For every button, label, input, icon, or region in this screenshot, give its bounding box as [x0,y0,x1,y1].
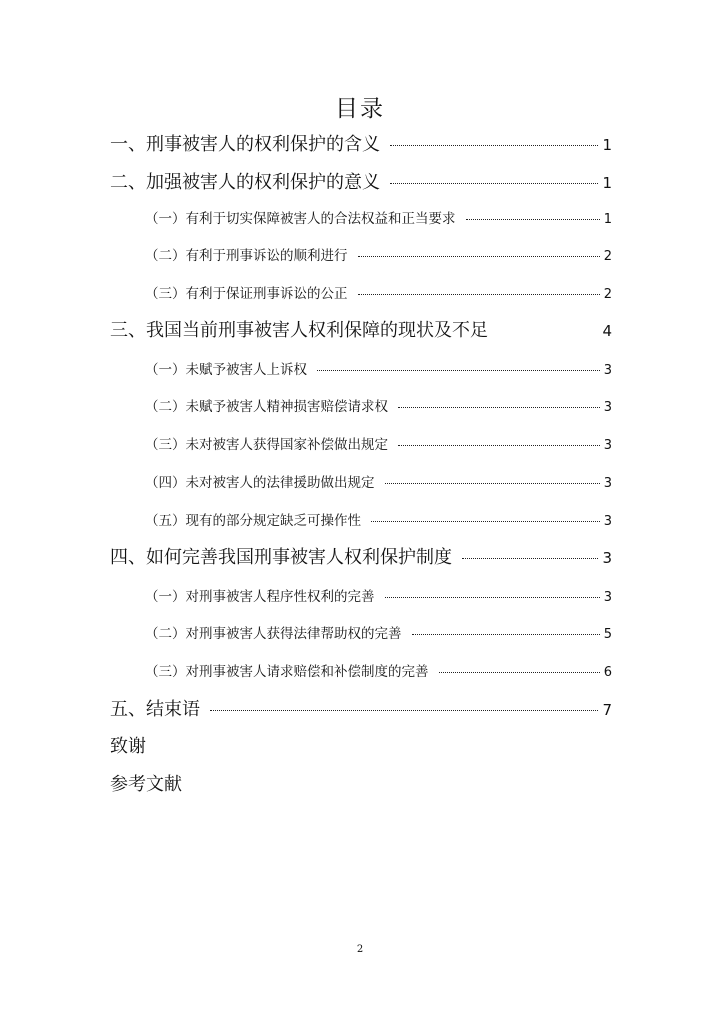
toc-entry-label: （一）有利于切实保障被害人的合法权益和正当要求 [145,211,456,227]
toc-entry[interactable] [110,132,612,158]
toc-entry-label: （三）未对被害人获得国家补偿做出规定 [145,437,388,453]
toc-entry-page-number: 3 [603,476,612,491]
toc-entry-label: （五）现有的部分规定缺乏可操作性 [145,513,361,529]
toc-subentry[interactable] [145,396,612,418]
toc-entry-label: 一、刑事被害人的权利保护的含义 [110,134,380,155]
toc-entry-page-number: 1 [603,212,612,227]
toc-entry-label: （二）未赋予被害人精神损害赔偿请求权 [145,399,388,415]
toc-dot-leader [398,407,600,408]
toc-entry-label: 二、加强被害人的权利保护的意义 [110,172,380,193]
toc-entry-label: 三、我国当前刑事被害人权利保障的现状及不足 [110,320,488,341]
toc-dot-leader [466,219,600,220]
toc-dot-leader [385,597,600,598]
toc-entry-label: （四）未对被害人的法律援助做出规定 [145,475,375,491]
toc-references[interactable]: 参考文献 [110,774,182,795]
toc-subentry[interactable] [145,661,612,683]
toc-entry-page-number: 6 [603,665,612,680]
toc-entry[interactable] [110,318,612,344]
toc-entry-page-number: 1 [602,136,612,154]
toc-entry-page-number: 3 [603,514,612,529]
toc-subentry[interactable] [145,434,612,456]
toc-dot-leader [439,672,600,673]
toc-subentry[interactable] [145,359,612,381]
toc-dot-leader [371,521,600,522]
toc-subentry[interactable] [145,510,612,532]
toc-subentry[interactable] [145,472,612,494]
toc-entry[interactable] [110,697,612,723]
toc-entry-label: 五、结束语 [110,699,200,720]
toc-entry-page-number: 1 [602,174,612,192]
toc-dot-leader [210,710,598,711]
toc-dot-leader [462,558,598,559]
toc-dot-leader [358,294,600,295]
toc-dot-leader [317,370,600,371]
toc-entry-label: 四、如何完善我国刑事被害人权利保护制度 [110,547,452,568]
toc-dot-leader [385,483,600,484]
toc-entry-page-number: 4 [602,322,612,340]
toc-entry-page-number: 3 [603,363,612,378]
toc-subentry[interactable] [145,283,612,305]
toc-entry-label: （二）有利于刑事诉讼的顺利进行 [145,248,348,264]
toc-dot-leader [390,183,598,184]
toc-entry-label: （三）对刑事被害人请求赔偿和补偿制度的完善 [145,664,429,680]
toc-dot-leader [398,445,600,446]
toc-dot-leader [412,634,600,635]
toc-entry[interactable] [110,545,612,571]
toc-subentry[interactable] [145,586,612,608]
toc-entry[interactable] [110,170,612,196]
toc-subentry[interactable] [145,623,612,645]
toc-subentry[interactable] [145,245,612,267]
page-number-footer: 2 [356,944,364,955]
toc-entry-label: （二）对刑事被害人获得法律帮助权的完善 [145,626,402,642]
toc-entry-page-number: 3 [603,590,612,605]
toc-acknowledgements[interactable]: 致谢 [110,736,146,757]
toc-dot-leader [390,145,598,146]
toc-entry-label: （一）未赋予被害人上诉权 [145,362,307,378]
toc-entry-page-number: 3 [602,549,612,567]
toc-subentry[interactable] [145,208,612,230]
toc-entry-page-number: 7 [602,701,612,719]
toc-entry-page-number: 3 [603,400,612,415]
toc-title: 目录 [335,96,385,122]
toc-entry-page-number: 5 [603,627,612,642]
toc-entry-label: （一）对刑事被害人程序性权利的完善 [145,589,375,605]
toc-entry-page-number: 2 [603,287,612,302]
toc-entry-page-number: 2 [603,249,612,264]
toc-dot-leader [358,256,600,257]
toc-entry-page-number: 3 [603,438,612,453]
toc-entry-label: （三）有利于保证刑事诉讼的公正 [145,286,348,302]
